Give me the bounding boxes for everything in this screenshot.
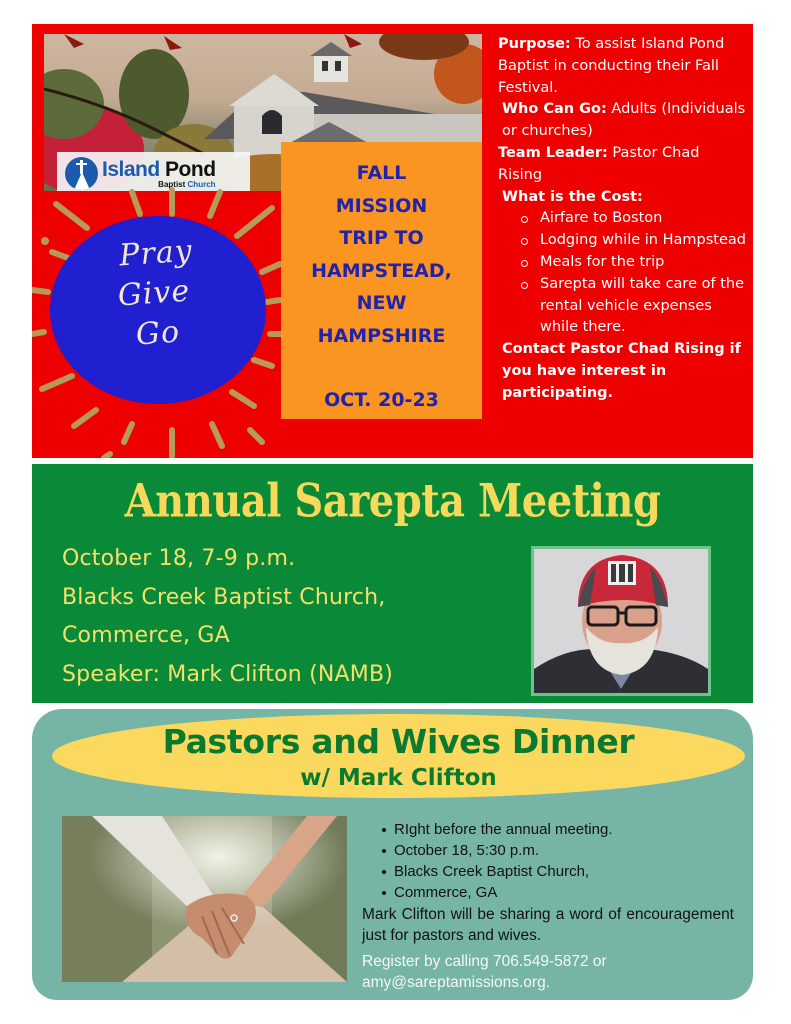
slogan-pray: Pray [118, 233, 194, 274]
annual-meeting-section [32, 464, 753, 703]
headline-line: HAMPSTEAD, [311, 259, 452, 282]
dinner-detail-item: October 18, 5:30 p.m. [382, 840, 734, 861]
logo-name-pond: Pond [165, 157, 216, 181]
contact-text: Contact Pastor Chad Rising if you have interest in participating. [502, 341, 741, 401]
speaker-portrait-illustration [534, 549, 708, 693]
dinner-description: Mark Clifton will be sharing a word of encouragement just for pastors and wives. [362, 906, 734, 944]
meeting-title: Annual Sarepta Meeting [124, 474, 661, 529]
who-can-go [498, 99, 748, 143]
purpose-label: Purpose: [498, 36, 571, 52]
registration-info: Register by calling 706.549-5872 or amy@sareptamissions.org. [362, 953, 607, 991]
meeting-details [62, 540, 393, 694]
leader-label: Team Leader: [498, 144, 608, 161]
dinner-detail-item: RIght before the annual meeting. [382, 819, 734, 840]
cost-label: What is the Cost: [502, 188, 643, 205]
holding-hands-photo [62, 816, 347, 982]
logo-name-island: Island [102, 157, 160, 181]
headline-line: TRIP TO [339, 227, 424, 249]
cost-item: Airfare to Boston [518, 208, 748, 230]
cost-heading [498, 187, 748, 209]
trip-dates: OCT. 20-23 [324, 389, 439, 411]
logo-sub-baptist: Baptist [158, 179, 186, 189]
meeting-venue: Blacks Creek Baptist Church, [62, 584, 386, 610]
dinner-info [362, 819, 734, 993]
headline-line: HAMPSHIRE [317, 324, 446, 347]
dinner-title-banner [52, 714, 745, 798]
meeting-city: Commerce, GA [62, 623, 230, 648]
trip-headline-box [281, 142, 482, 419]
who-text: Adults (Individuals or churches) [502, 101, 746, 140]
pray-give-go-slogan [100, 234, 220, 354]
cost-item: Sarepta will take care of the rental vehicle expenses while there. [518, 274, 748, 339]
trip-info [498, 34, 748, 405]
holding-hands-illustration [62, 816, 347, 982]
speaker-photo [531, 546, 711, 696]
leader-text: Pastor Chad Rising [498, 144, 700, 183]
headline-line: NEW [356, 292, 407, 314]
who-label: Who Can Go: [502, 101, 607, 118]
slogan-give: Give [116, 273, 192, 314]
purpose [498, 34, 748, 99]
logo-sub-church: Church [187, 179, 216, 189]
meeting-date: October 18, 7-9 p.m. [62, 546, 296, 571]
dinner-section [32, 709, 753, 1000]
slogan-go: Go [134, 314, 182, 353]
dinner-detail-item: Commerce, GA [382, 882, 734, 903]
dinner-details-list [362, 819, 734, 903]
headline-line: FALL [356, 162, 407, 184]
cost-item: Lodging while in Hampstead [518, 230, 748, 252]
dinner-detail-item: Blacks Creek Baptist Church, [382, 861, 734, 882]
cost-item: Meals for the trip [518, 252, 748, 274]
mission-trip-section [32, 24, 753, 458]
meeting-speaker: Speaker: Mark Clifton (NAMB) [62, 661, 394, 687]
dinner-subtitle: w/ Mark Clifton [300, 765, 497, 791]
contact-note [498, 339, 748, 404]
team-leader [498, 143, 748, 187]
purpose-text: To assist Island Pond Baptist in conducting their Fall Festival. [498, 36, 725, 96]
headline-line: MISSION [335, 194, 428, 217]
dinner-title: Pastors and Wives Dinner [162, 722, 635, 761]
cost-list [518, 208, 748, 339]
